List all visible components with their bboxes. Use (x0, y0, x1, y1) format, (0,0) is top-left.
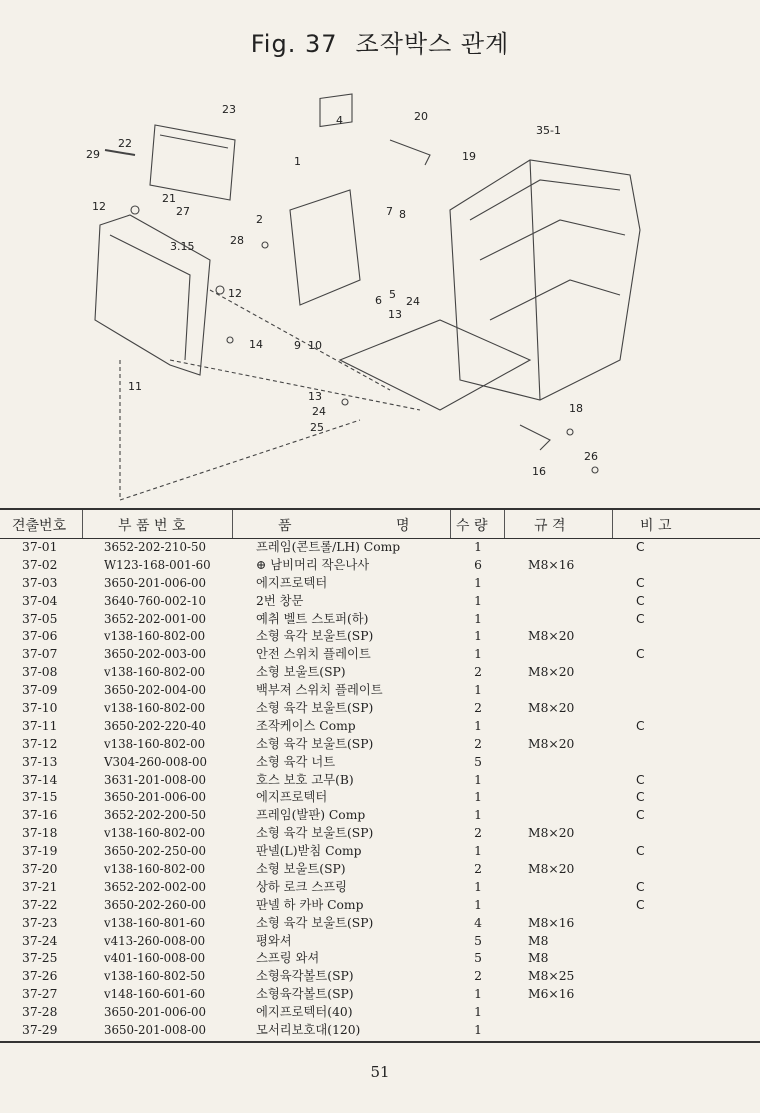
table-body (0, 539, 760, 1040)
ref-number: 37-22 (22, 897, 58, 912)
panel-cover-shape (150, 125, 235, 200)
table-row (0, 789, 760, 807)
note: C (636, 540, 645, 554)
part-number: 3650-202-260-00 (104, 897, 207, 912)
part-number: v148-160-601-60 (104, 987, 206, 1002)
part-name: 호스 보호 고무(B) (256, 772, 354, 787)
note: C (636, 897, 645, 912)
spec: M8×20 (528, 629, 575, 644)
table-row (0, 1004, 760, 1022)
table-row (0, 611, 760, 629)
note: C (636, 844, 645, 859)
callout: 11 (128, 380, 142, 393)
part-name: 백부져 스위치 플레이트 (256, 683, 383, 698)
spec: M8 (528, 933, 549, 948)
table-row (0, 968, 760, 986)
figure-title (0, 24, 760, 59)
part-name: 프레임(발판) Comp (256, 808, 366, 823)
part-name: 소형 육각 너트 (256, 754, 336, 769)
part-name: 평와셔 (256, 933, 292, 948)
callout: 1 (294, 155, 301, 168)
callout: 23 (222, 103, 236, 116)
spec: M8×20 (528, 862, 575, 877)
table-bottom-rule (0, 1041, 760, 1043)
part-number: 3652-202-001-00 (104, 611, 207, 626)
quantity: 1 (474, 575, 482, 590)
note: C (636, 718, 645, 733)
ref-number: 37-12 (22, 736, 58, 751)
part-number: v138-160-802-00 (104, 826, 206, 841)
part-name: 조작케이스 Comp (256, 718, 356, 733)
part-number: v138-160-801-60 (104, 915, 206, 930)
quantity: 1 (474, 683, 482, 698)
table-header (0, 508, 760, 539)
table-row (0, 539, 760, 557)
part-number: v138-160-802-00 (104, 629, 206, 644)
table-row (0, 1022, 760, 1040)
ref-number: 37-01 (22, 540, 58, 554)
ref-number: 37-11 (22, 718, 58, 733)
callout: 20 (414, 110, 428, 123)
callout: 35-1 (536, 124, 561, 137)
callout: 9 (294, 339, 301, 352)
ref-number: 37-26 (22, 969, 58, 984)
part-number: v138-160-802-00 (104, 862, 206, 877)
parts-diagram-svg (60, 60, 700, 505)
callout: 13 (388, 308, 402, 321)
part-name: 스프링 와셔 (256, 951, 320, 966)
table-row (0, 754, 760, 772)
table-row (0, 915, 760, 933)
ref-number: 37-10 (22, 701, 58, 716)
center-panel-shape (290, 190, 360, 305)
callout: 3.15 (170, 240, 195, 253)
ref-number: 37-23 (22, 915, 58, 930)
callout: 13 (308, 390, 322, 403)
ref-number: 37-24 (22, 933, 58, 948)
part-name: 모서리보호대(120) (256, 1023, 361, 1038)
ref-number: 37-04 (22, 593, 58, 608)
col-header-qty: 수 량 (456, 518, 488, 534)
callout: 27 (176, 205, 190, 218)
part-number: 3652-202-210-50 (104, 540, 207, 554)
note: C (636, 790, 645, 805)
quantity: 1 (474, 790, 482, 805)
col-header-ref: 견출번호 (12, 518, 67, 534)
callout: 2 (256, 213, 263, 226)
table-row (0, 986, 760, 1004)
quantity: 1 (474, 647, 482, 662)
spec: M8×16 (528, 915, 575, 930)
quantity: 5 (474, 951, 482, 966)
part-number: 3631-201-008-00 (104, 772, 207, 787)
quantity: 1 (474, 1023, 482, 1038)
part-number: 3650-202-004-00 (104, 683, 207, 698)
ref-number: 37-13 (22, 754, 58, 769)
part-number: 3652-202-002-00 (104, 879, 207, 894)
col-header-part-no: 부 품 번 호 (118, 518, 186, 534)
spec: M8×20 (528, 701, 575, 716)
callout: 24 (406, 295, 420, 308)
table-row (0, 664, 760, 682)
part-number: v138-160-802-00 (104, 736, 206, 751)
callout: 7 (386, 205, 393, 218)
table-row (0, 736, 760, 754)
quantity: 1 (474, 611, 482, 626)
part-number: 3650-202-220-40 (104, 718, 207, 733)
table-row (0, 718, 760, 736)
table-row (0, 950, 760, 968)
page-number: 51 (370, 1063, 390, 1081)
part-name: 소형 육각 보울트(SP) (256, 701, 374, 716)
table-row (0, 897, 760, 915)
part-number: W123-168-001-60 (104, 557, 211, 572)
note: C (636, 772, 645, 787)
ref-number: 37-18 (22, 826, 58, 841)
table-row (0, 807, 760, 825)
quantity: 2 (474, 862, 482, 877)
ref-number: 37-15 (22, 790, 58, 805)
table-row (0, 825, 760, 843)
ref-number: 37-06 (22, 629, 58, 644)
callout: 22 (118, 137, 132, 150)
part-number: 3652-202-200-50 (104, 808, 207, 823)
callout: 26 (584, 450, 598, 463)
note: C (636, 647, 645, 662)
ref-number: 37-29 (22, 1023, 58, 1038)
part-name: 상하 로크 스프링 (256, 879, 347, 894)
callout: 12 (228, 287, 242, 300)
quantity: 1 (474, 879, 482, 894)
table-row (0, 879, 760, 897)
col-header-name-1: 품 (278, 518, 292, 534)
quantity: 2 (474, 701, 482, 716)
part-number: 3650-201-008-00 (104, 1023, 207, 1038)
callout: 24 (312, 405, 326, 418)
ref-number: 37-16 (22, 808, 58, 823)
ref-number: 37-25 (22, 951, 58, 966)
part-number: 3650-201-006-00 (104, 790, 207, 805)
quantity: 2 (474, 665, 482, 680)
part-number: v401-160-008-00 (104, 951, 206, 966)
ref-number: 37-08 (22, 665, 58, 680)
ref-number: 37-09 (22, 683, 58, 698)
part-name: 판넬 하 카바 Comp (256, 897, 364, 912)
callout: 6 (375, 294, 382, 307)
part-name: 소형 육각 보울트(SP) (256, 826, 374, 841)
part-name: 에지프로텍터 (256, 790, 328, 805)
quantity: 5 (474, 754, 482, 769)
spec: M8×20 (528, 826, 575, 841)
part-number: V304-260-008-00 (104, 754, 208, 769)
part-name: 프레임(콘트롤/LH) Comp (256, 540, 401, 554)
part-name: 에지프로텍터(40) (256, 1005, 353, 1020)
ref-number: 37-14 (22, 772, 58, 787)
quantity: 1 (474, 808, 482, 823)
quantity: 1 (474, 629, 482, 644)
callout: 19 (462, 150, 476, 163)
note: C (636, 879, 645, 894)
table-row (0, 843, 760, 861)
part-number: 3650-201-006-00 (104, 575, 207, 590)
part-name: 판넬(L)받침 Comp (256, 844, 362, 859)
callout: 16 (532, 465, 546, 478)
quantity: 1 (474, 593, 482, 608)
part-number: v138-160-802-00 (104, 701, 206, 716)
callout: 21 (162, 192, 176, 205)
ref-number: 37-28 (22, 1005, 58, 1020)
quantity: 1 (474, 987, 482, 1002)
exploded-parts-diagram (60, 60, 700, 505)
ref-number: 37-20 (22, 862, 58, 877)
floor-frame-shape (340, 320, 530, 410)
callout: 5 (389, 288, 396, 301)
table-row (0, 575, 760, 593)
main-frame-shape (450, 160, 640, 400)
note: C (636, 575, 645, 590)
callout: 8 (399, 208, 406, 221)
part-name: 소형 보울트(SP) (256, 862, 346, 877)
callout: 4 (336, 114, 343, 127)
table-row (0, 772, 760, 790)
spec: M8×16 (528, 557, 575, 572)
note: C (636, 808, 645, 823)
figure-caption: 조작박스 관계 (355, 30, 510, 58)
part-number: 3650-202-250-00 (104, 844, 207, 859)
table-row (0, 682, 760, 700)
part-name: ⊕ 남비머리 작은나사 (256, 557, 370, 572)
quantity: 1 (474, 772, 482, 787)
note: C (636, 593, 645, 608)
quantity: 6 (474, 557, 482, 572)
part-name: 안전 스위치 플레이트 (256, 647, 371, 662)
part-number: 3640-760-002-10 (104, 593, 207, 608)
callout: 29 (86, 148, 100, 161)
callout-labels (86, 103, 598, 478)
quantity: 1 (474, 844, 482, 859)
ref-number: 37-05 (22, 611, 58, 626)
table-row (0, 557, 760, 575)
callout: 14 (249, 338, 263, 351)
quantity: 2 (474, 969, 482, 984)
spec: M6×16 (528, 987, 575, 1002)
part-number: v413-260-008-00 (104, 933, 206, 948)
part-name: 2번 창문 (256, 593, 304, 608)
callout: 25 (310, 421, 324, 434)
quantity: 2 (474, 826, 482, 841)
note: C (636, 611, 645, 626)
ref-number: 37-27 (22, 987, 58, 1002)
col-header-spec: 규 격 (534, 518, 566, 534)
callout: 10 (308, 339, 322, 352)
control-case-shape (95, 215, 210, 375)
quantity: 1 (474, 718, 482, 733)
quantity: 1 (474, 897, 482, 912)
part-name: 소형 육각 보울트(SP) (256, 629, 374, 644)
col-header-name-2: 명 (396, 518, 410, 534)
ref-number: 37-19 (22, 844, 58, 859)
quantity: 2 (474, 736, 482, 751)
part-name: 소형 육각 보울트(SP) (256, 736, 374, 751)
part-name: 소형 육각 보울트(SP) (256, 915, 374, 930)
quantity: 1 (474, 540, 482, 554)
callout: 12 (92, 200, 106, 213)
table-row (0, 628, 760, 646)
spec: M8×20 (528, 665, 575, 680)
spec: M8×25 (528, 969, 575, 984)
part-name: 소형육각볼트(SP) (256, 987, 354, 1002)
table-row (0, 646, 760, 664)
ref-number: 37-02 (22, 557, 58, 572)
part-number: 3650-201-006-00 (104, 1005, 207, 1020)
figure-label: Fig. 37 (250, 30, 338, 58)
ref-number: 37-21 (22, 879, 58, 894)
part-name: 예취 벨트 스토퍼(하) (256, 611, 369, 626)
part-number: v138-160-802-50 (104, 969, 206, 984)
table-row (0, 700, 760, 718)
table-row (0, 593, 760, 611)
quantity: 1 (474, 1005, 482, 1020)
callout: 28 (230, 234, 244, 247)
col-header-note: 비 고 (640, 518, 672, 534)
quantity: 5 (474, 933, 482, 948)
part-name: 소형육각볼트(SP) (256, 969, 354, 984)
ref-number: 37-03 (22, 575, 58, 590)
part-number: 3650-202-003-00 (104, 647, 207, 662)
callout: 18 (569, 402, 583, 415)
table-row (0, 861, 760, 879)
part-name: 소형 보울트(SP) (256, 665, 346, 680)
spec: M8×20 (528, 736, 575, 751)
spec: M8 (528, 951, 549, 966)
table-row (0, 933, 760, 951)
part-name: 에지프로텍터 (256, 575, 328, 590)
ref-number: 37-07 (22, 647, 58, 662)
part-number: v138-160-802-00 (104, 665, 206, 680)
quantity: 4 (474, 915, 482, 930)
parts-table (0, 508, 760, 1040)
